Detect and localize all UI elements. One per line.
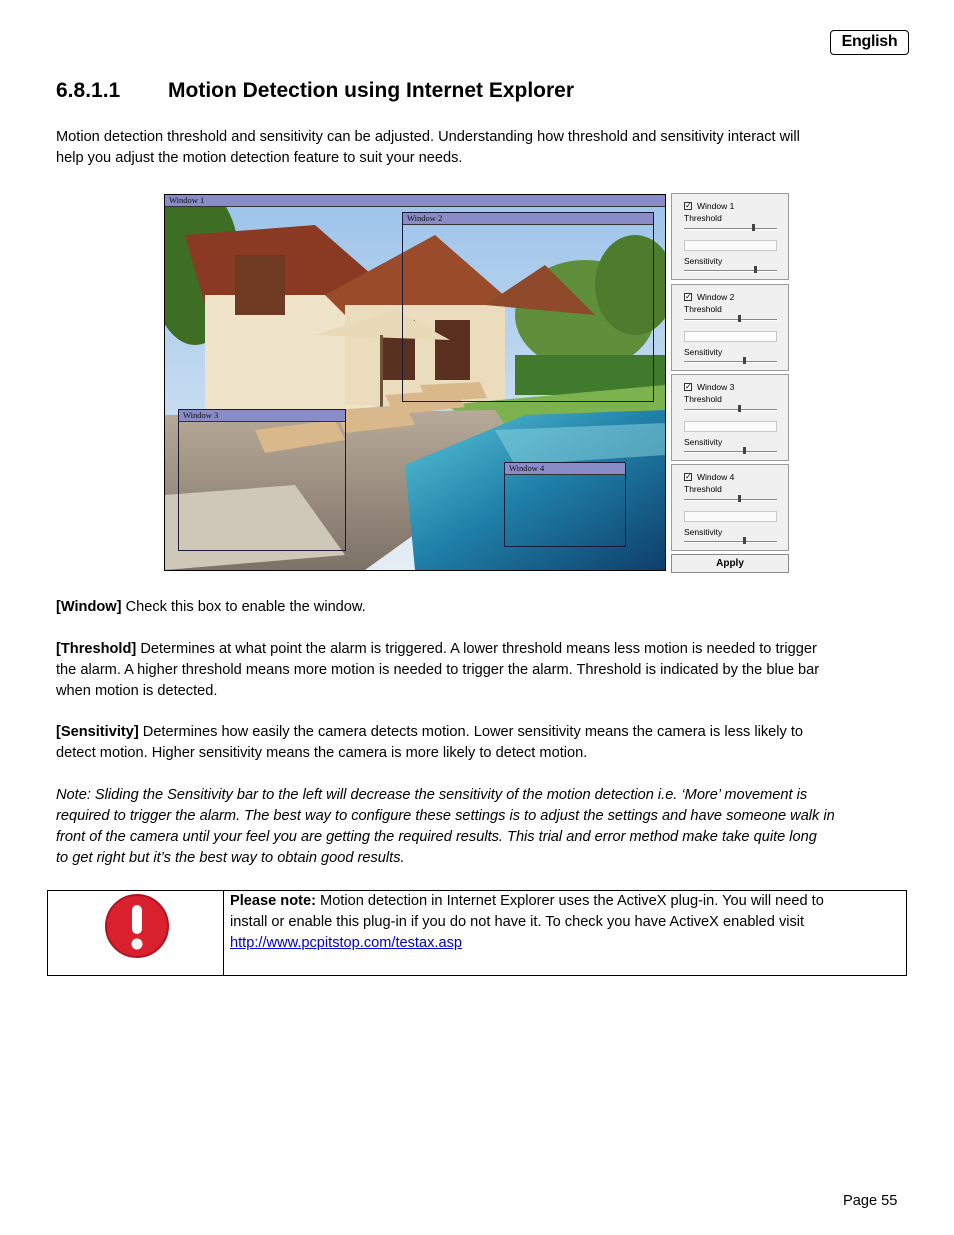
threshold-line: the alarm. A higher threshold means more motion is needed to trigger the alarm. Threshold is indicated by the blue bar [56, 662, 820, 678]
camera-view [164, 194, 666, 571]
page-number: Page 55 [843, 1193, 898, 1209]
please-note-box [47, 890, 907, 976]
note-line [230, 891, 900, 912]
sensitivity-slider[interactable] [684, 451, 777, 453]
note-line: install or enable this plug-in if you do not have it. To check you have ActiveX enabled visit [230, 914, 805, 930]
threshold-slider[interactable] [684, 228, 777, 230]
threshold-line: when motion is detected. [56, 683, 218, 699]
language-badge: English [830, 30, 909, 55]
sensitivity-label: Sensitivity [684, 256, 723, 266]
sensitivity-line [56, 722, 901, 743]
slider-thumb[interactable] [752, 224, 755, 231]
threshold-label: Threshold [684, 394, 722, 404]
slider-thumb[interactable] [738, 495, 741, 502]
sensitivity-term: [Sensitivity] [56, 724, 139, 740]
slider-thumb[interactable] [754, 266, 757, 273]
section-heading [56, 79, 574, 103]
intro-paragraph [56, 127, 901, 169]
window-4-title: Window 4 [505, 463, 625, 475]
slider-thumb[interactable] [738, 405, 741, 412]
window-1-title: Window 1 [165, 195, 665, 207]
sensitivity-label: Sensitivity [684, 527, 723, 537]
slider-thumb[interactable] [743, 537, 746, 544]
intro-line: Motion detection threshold and sensitivity can be adjusted. Understanding how threshold and sensitivity interact will [56, 129, 800, 145]
slider-thumb[interactable] [738, 315, 741, 322]
threshold-text: Determines at what point the alarm is triggered. A lower threshold means less motion is needed to trigger [136, 641, 817, 657]
threshold-label: Threshold [684, 484, 722, 494]
threshold-term: [Threshold] [56, 641, 137, 657]
section-number: 6.8.1.1 [56, 79, 121, 102]
note-line: required to trigger the alarm. The best way to configure these settings is to adjust the settings and have someone walk in [56, 808, 835, 824]
sensitivity-slider[interactable] [684, 270, 777, 272]
note-line: Note: Sliding the Sensitivity bar to the left will decrease the sensitivity of the motion detection i.e. ‘More’ movement is [56, 787, 808, 803]
threshold-definition [56, 639, 901, 702]
window-3-checkbox[interactable]: ✓ [685, 382, 692, 391]
slider-thumb[interactable] [743, 357, 746, 364]
window-2-settings-panel [671, 284, 789, 371]
note-text: Motion detection in Internet Explorer uses the ActiveX plug-in. You will need to [315, 893, 824, 909]
threshold-label: Threshold [684, 304, 722, 314]
intro-line: help you adjust the motion detection feature to suit your needs. [56, 150, 463, 166]
slider-thumb[interactable] [743, 447, 746, 454]
note-line: front of the camera until your feel you are getting the required results. This trial and error method make take quite long [56, 829, 817, 845]
threshold-slider[interactable] [684, 319, 777, 321]
sensitivity-line: detect motion. Higher sensitivity means the camera is more likely to detect motion. [56, 745, 588, 761]
motion-level-bar [684, 511, 777, 522]
window-text: Check this box to enable the window. [121, 599, 366, 615]
please-note-label: Please note: [230, 893, 316, 909]
sensitivity-slider[interactable] [684, 361, 777, 363]
motion-level-bar [684, 331, 777, 342]
threshold-slider[interactable] [684, 499, 777, 501]
sensitivity-label: Sensitivity [684, 437, 723, 447]
window-3-title: Window 3 [179, 410, 345, 422]
window-1-checkbox[interactable]: ✓ [685, 201, 692, 210]
activex-test-link[interactable]: http://www.pcpitstop.com/testax.asp [230, 935, 462, 951]
note-line [230, 933, 900, 954]
motion-detection-figure [164, 193, 791, 573]
note-line: to get right but it’s the best way to obtain good results. [56, 850, 405, 866]
sensitivity-label: Sensitivity [684, 347, 723, 357]
window-1-settings-panel [671, 193, 789, 280]
window-2-label: Window 2 [697, 292, 735, 302]
window-3-settings-panel [671, 374, 789, 461]
apply-button[interactable]: Apply [671, 554, 789, 573]
window-3-label: Window 3 [697, 382, 735, 392]
note-text-cell [230, 891, 900, 954]
window-2-overlay[interactable] [402, 212, 654, 402]
window-1-label: Window 1 [697, 201, 735, 211]
sensitivity-slider[interactable] [684, 541, 777, 543]
window-4-overlay[interactable] [504, 462, 626, 547]
window-2-title: Window 2 [403, 213, 653, 225]
note-paragraph [56, 785, 901, 869]
window-2-checkbox[interactable]: ✓ [685, 292, 692, 301]
section-title: Motion Detection using Internet Explorer [168, 79, 575, 102]
window-4-label: Window 4 [697, 472, 735, 482]
sensitivity-definition [56, 722, 901, 764]
sensitivity-text: Determines how easily the camera detects motion. Lower sensitivity means the camera is less likely to [138, 724, 804, 740]
window-definition [56, 597, 901, 618]
motion-level-bar [684, 421, 777, 432]
icon-cell [48, 891, 224, 975]
window-4-settings-panel [671, 464, 789, 551]
threshold-label: Threshold [684, 213, 722, 223]
window-term: [Window] [56, 599, 122, 615]
exclamation-icon [104, 893, 170, 959]
threshold-line [56, 639, 901, 660]
motion-level-bar [684, 240, 777, 251]
window-3-overlay[interactable] [178, 409, 346, 551]
threshold-slider[interactable] [684, 409, 777, 411]
window-4-checkbox[interactable]: ✓ [685, 472, 692, 481]
